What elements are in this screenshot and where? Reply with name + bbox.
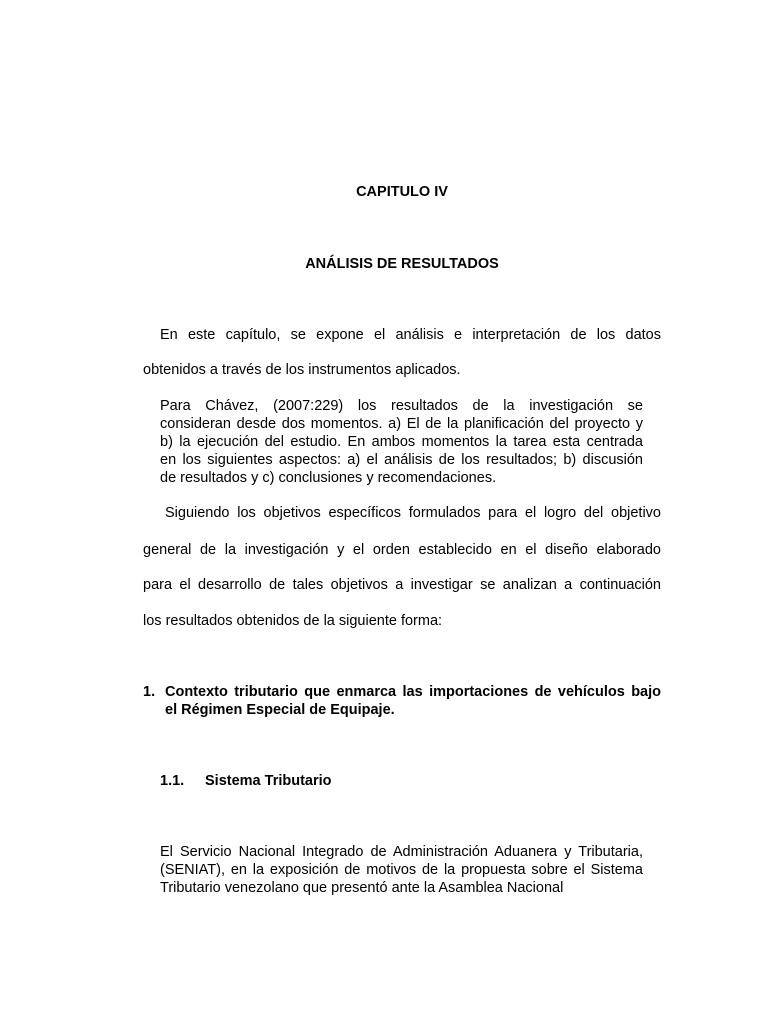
chapter-heading: CAPITULO IV [356,184,448,200]
quote-paragraph [160,397,643,487]
intro-line: obtenidos a través de los instrumentos aplicados. [143,362,461,378]
objectives-line: los resultados obtenidos de la siguiente forma: [143,613,443,629]
quote-line: Para Chávez, (2007:229) los resultados de la investigación se [160,398,643,414]
closing-line: (SENIAT), en la exposición de motivos de la propuesta sobre el Sistema [160,862,643,878]
section-1-title-line: el Régimen Especial de Equipaje. [165,702,395,718]
objectives-line: general de la investigación y el orden establecido en el diseño elaborado [143,542,661,558]
section-1-number: 1. [143,684,156,700]
closing-line: El Servicio Nacional Integrado de Administración Aduanera y Tributaria, [160,844,643,860]
section-1-title-line: Contexto tributario que enmarca las importaciones de vehículos bajo [165,684,661,700]
quote-line: b) la ejecución del estudio. En ambos momentos la tarea esta centrada [160,434,643,450]
objectives-line: para el desarrollo de tales objetivos a investigar se analizan a continuación [143,577,661,593]
quote-line: en los siguientes aspectos: a) el análisis de los resultados; b) discusión [160,452,643,468]
objectives-line: Siguiendo los objetivos específicos formulados para el logro del objetivo [165,505,661,521]
section-1-title [165,683,661,719]
quote-line: de resultados y c) conclusiones y recomendaciones. [160,470,497,486]
quote-line: consideran desde dos momentos. a) El de la planificación del proyecto y [160,416,643,432]
closing-paragraph [160,843,643,897]
section-1-1-number: 1.1. [160,773,185,789]
chapter-title: ANÁLISIS DE RESULTADOS [305,256,499,272]
intro-line: En este capítulo, se expone el análisis e interpretación de los datos [160,327,661,343]
closing-line: Tributario venezolano que presentó ante la Asamblea Nacional [160,880,564,896]
section-1-1-title: Sistema Tributario [205,773,332,789]
